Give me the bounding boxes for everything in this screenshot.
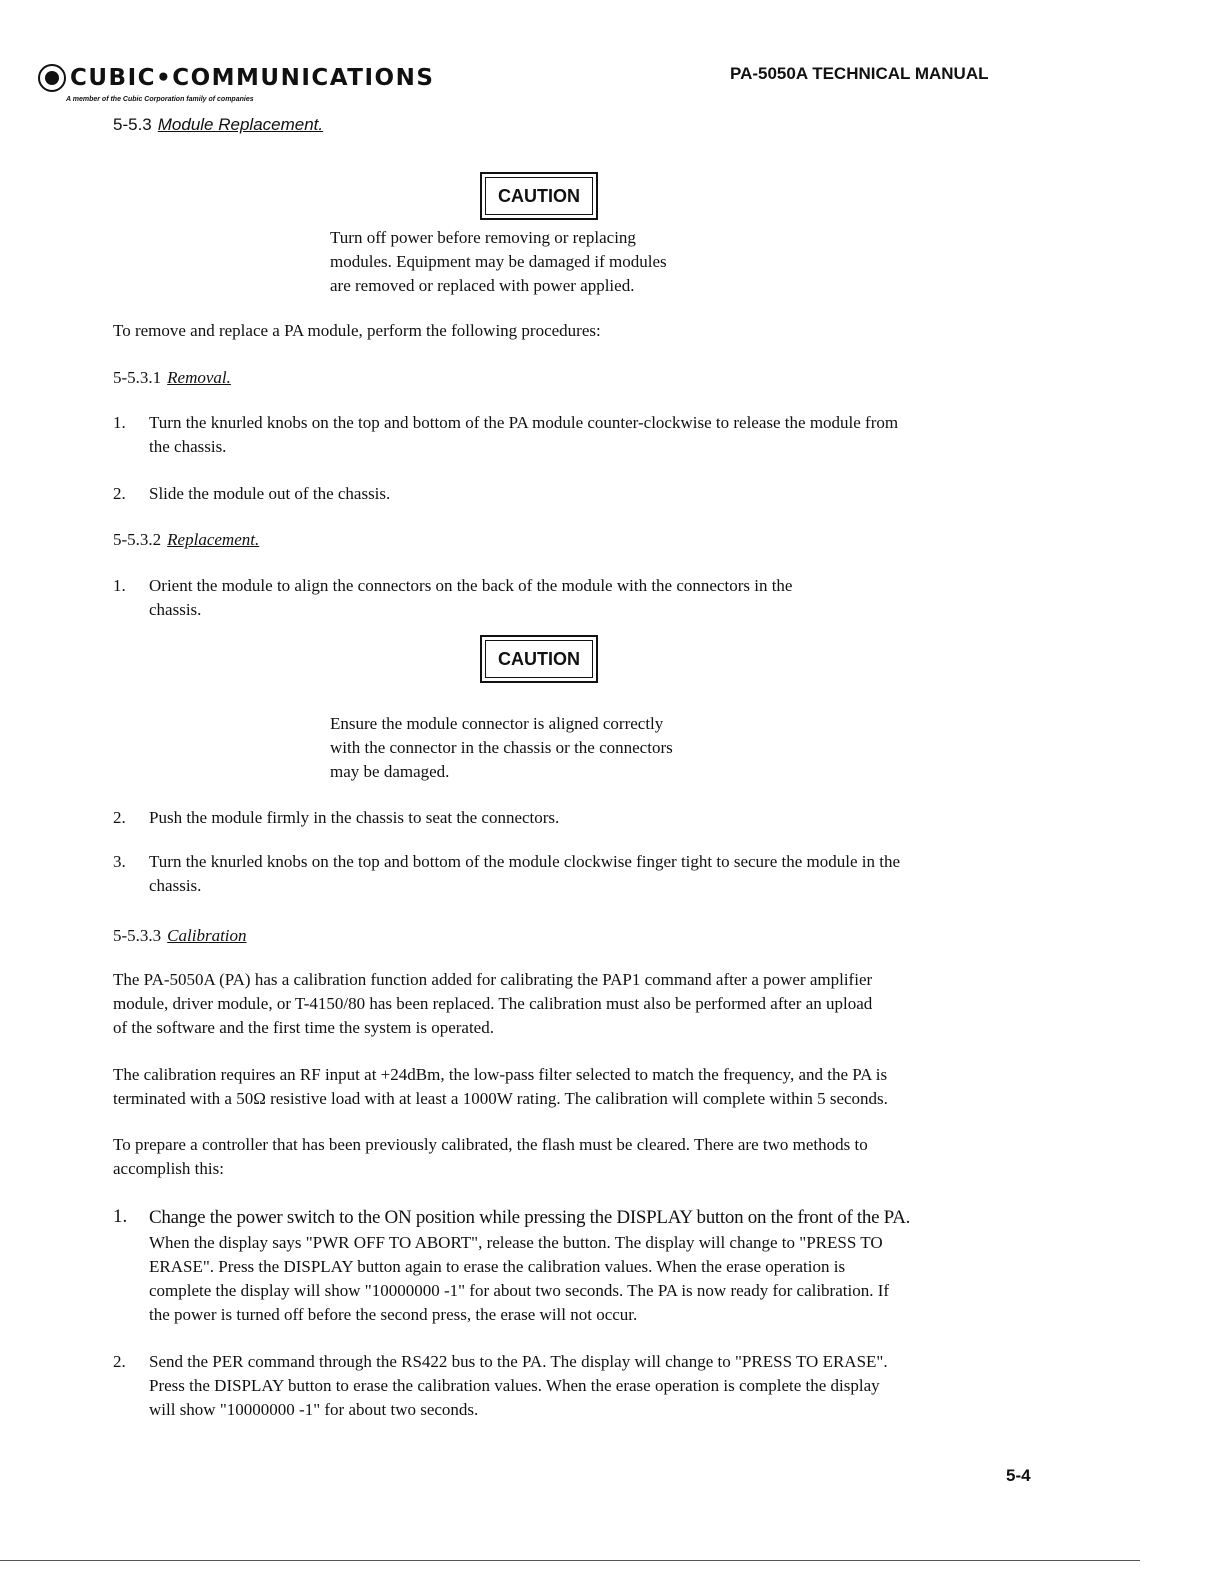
caution-box-1 xyxy=(480,172,598,220)
caution-label-2: CAUTION xyxy=(485,640,593,678)
paragraph-line: The PA-5050A (PA) has a calibration function added for calibrating the PAP1 command after a power amplifier xyxy=(113,970,873,989)
calibration-paragraph-3 xyxy=(113,1133,868,1181)
list-line: Turn the knurled knobs on the top and bottom of the PA module counter-clockwise to release the module from xyxy=(149,413,899,432)
calibration-paragraph-2 xyxy=(113,1063,888,1111)
manual-title: PA-5050A TECHNICAL MANUAL xyxy=(730,64,989,83)
intro-paragraph: To remove and replace a PA module, perform the following procedures: xyxy=(113,321,601,340)
logo-text: CUBIC•COMMUNICATIONS xyxy=(70,65,435,91)
caution-line: may be damaged. xyxy=(330,762,450,781)
list-item xyxy=(113,1205,910,1327)
list-line: Slide the module out of the chassis. xyxy=(149,484,391,503)
list-line: When the display says "PWR OFF TO ABORT", release the button. The display will change to "PRESS TO xyxy=(149,1233,883,1252)
list-line: Press the DISPLAY button to erase the calibration values. When the erase operation is complete the display xyxy=(149,1376,880,1395)
list-number: 2. xyxy=(113,1352,126,1371)
company-tagline: A member of the Cubic Corporation family of companies xyxy=(66,96,254,103)
list-line: Push the module firmly in the chassis to seat the connectors. xyxy=(149,808,560,827)
list-line: complete the display will show "10000000 -1" for about two seconds. The PA is now ready for calibration. If xyxy=(149,1281,890,1300)
list-item xyxy=(113,806,559,830)
list-item xyxy=(113,574,792,622)
paragraph-line: terminated with a 50Ω resistive load with at least a 1000W rating. The calibration will complete within 5 seconds. xyxy=(113,1089,888,1108)
paragraph-line: To prepare a controller that has been previously calibrated, the flash must be cleared. There are two methods to xyxy=(113,1135,868,1154)
removal-title: Removal. xyxy=(167,368,231,387)
caution-line: are removed or replaced with power applied. xyxy=(330,276,635,295)
list-line: ERASE". Press the DISPLAY button again to erase the calibration values. When the erase operation is xyxy=(149,1257,846,1276)
footer-rule xyxy=(0,1560,1140,1561)
list-line: chassis. xyxy=(149,600,202,619)
replacement-number: 5-5.3.2 xyxy=(113,530,162,549)
list-number: 1. xyxy=(113,576,126,595)
list-number: 3. xyxy=(113,852,126,871)
caution-label-1: CAUTION xyxy=(485,177,593,215)
page-number: 5-4 xyxy=(1006,1466,1031,1485)
list-line: chassis. xyxy=(149,876,202,895)
caution-line: with the connector in the chassis or the connectors xyxy=(330,738,673,757)
replacement-title: Replacement. xyxy=(167,530,260,549)
caution-line: Ensure the module connector is aligned correctly xyxy=(330,714,664,733)
list-line: Turn the knurled knobs on the top and bottom of the module clockwise finger tight to secure the module in the xyxy=(149,852,901,871)
paragraph-line: of the software and the first time the system is operated. xyxy=(113,1018,494,1037)
section-title: Module Replacement. xyxy=(157,115,324,134)
paragraph-line: The calibration requires an RF input at +24dBm, the low-pass filter selected to match the frequency, and the PA is xyxy=(113,1065,888,1084)
cubic-logo-icon xyxy=(38,64,66,92)
list-item xyxy=(113,850,900,898)
removal-number: 5-5.3.1 xyxy=(113,368,162,387)
caution-text-1 xyxy=(330,226,667,298)
list-item xyxy=(113,482,390,506)
section-number: 5-5.3 xyxy=(113,115,152,134)
list-number: 1. xyxy=(113,413,126,432)
list-line: Change the power switch to the ON position while pressing the DISPLAY button on the front of the PA. xyxy=(149,1207,911,1228)
list-line: Orient the module to align the connectors on the back of the module with the connectors in the xyxy=(149,576,793,595)
calibration-paragraph-1 xyxy=(113,968,872,1040)
paragraph-line: module, driver module, or T-4150/80 has been replaced. The calibration must also be performed after an upload xyxy=(113,994,873,1013)
list-line: the power is turned off before the second press, the erase will not occur. xyxy=(149,1305,638,1324)
list-line: will show "10000000 -1" for about two seconds. xyxy=(149,1400,479,1419)
list-line: the chassis. xyxy=(149,437,227,456)
list-number: 1. xyxy=(113,1206,128,1227)
list-line: Send the PER command through the RS422 bus to the PA. The display will change to "PRESS TO ERASE". xyxy=(149,1352,888,1371)
list-item xyxy=(113,411,898,459)
section-heading xyxy=(113,115,323,135)
list-number: 2. xyxy=(113,808,126,827)
calibration-heading xyxy=(113,924,247,948)
caution-text-2 xyxy=(330,712,673,784)
replacement-heading xyxy=(113,528,259,552)
caution-line: Turn off power before removing or replacing xyxy=(330,228,636,247)
list-number: 2. xyxy=(113,484,126,503)
caution-box-2 xyxy=(480,635,598,683)
paragraph-line: accomplish this: xyxy=(113,1159,224,1178)
removal-heading xyxy=(113,366,231,390)
list-item xyxy=(113,1350,888,1422)
calibration-title: Calibration xyxy=(167,926,247,945)
company-logo xyxy=(38,64,434,92)
caution-line: modules. Equipment may be damaged if modules xyxy=(330,252,667,271)
calibration-number: 5-5.3.3 xyxy=(113,926,162,945)
